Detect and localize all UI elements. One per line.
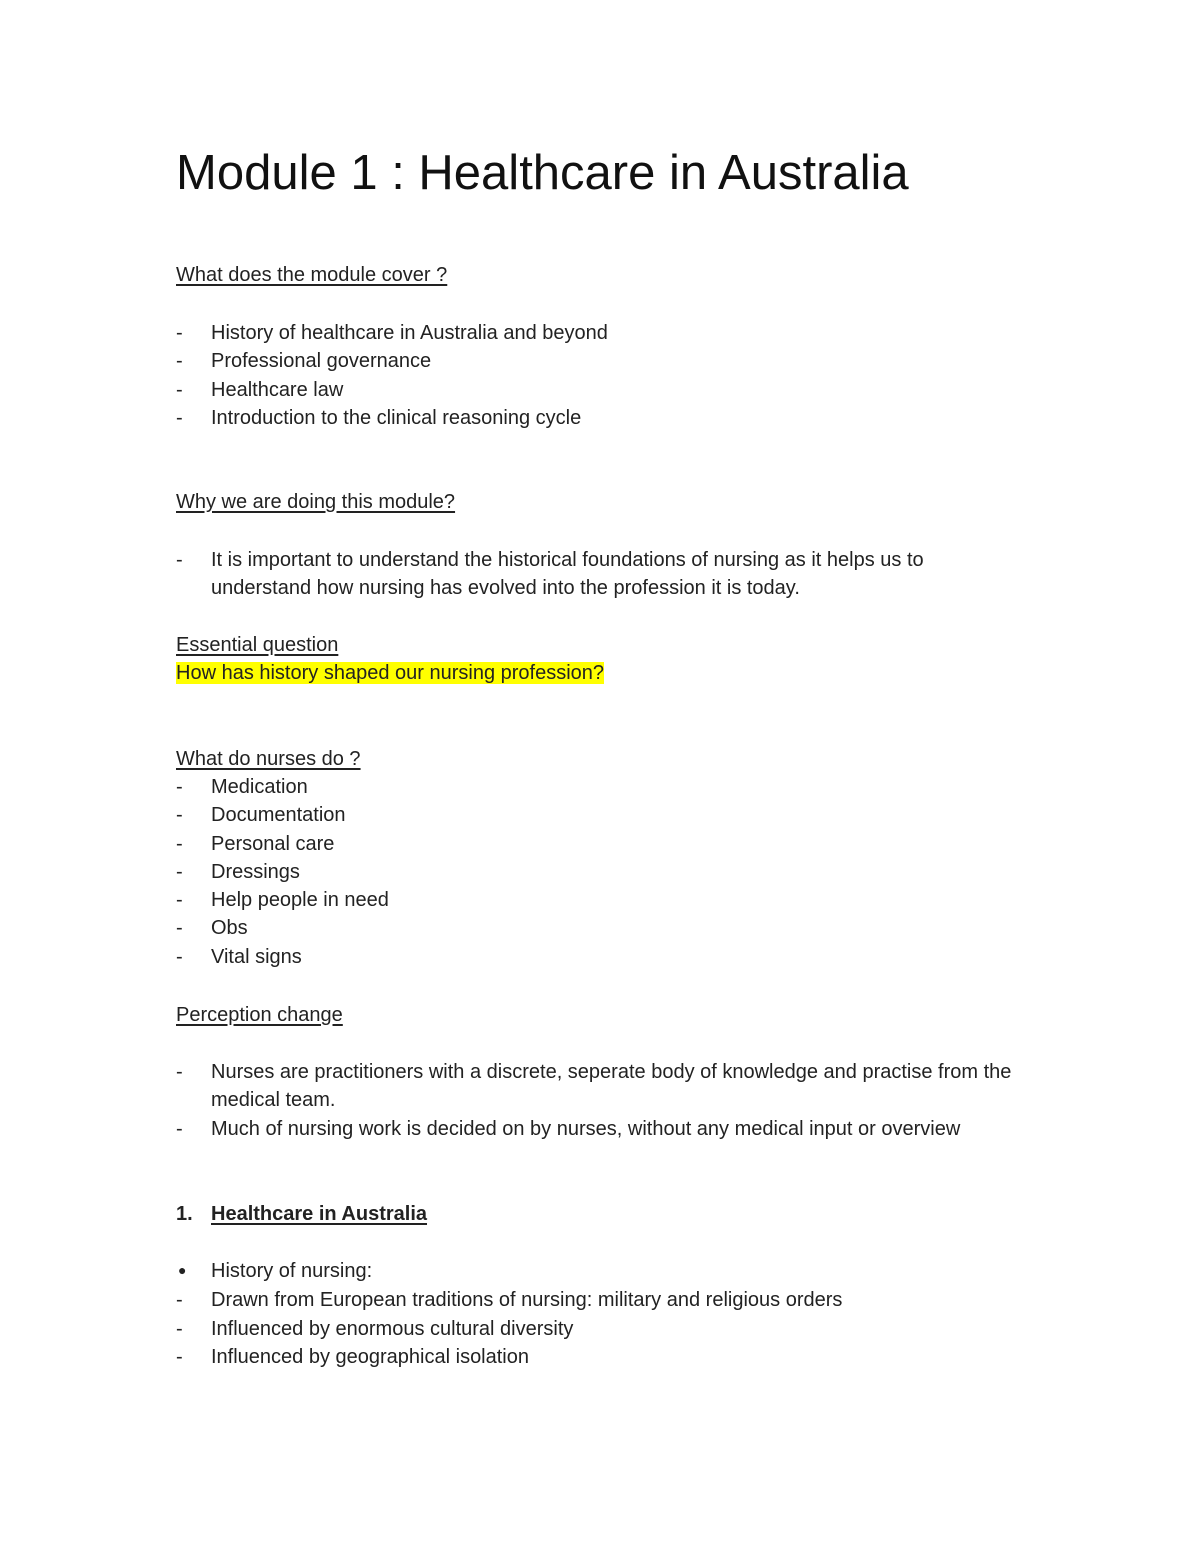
perception-list — [176, 1058, 1056, 1143]
bullet-icon: ● — [178, 1262, 187, 1278]
list-item: - Influenced by geographical isolation — [176, 1343, 1056, 1371]
why-list — [176, 546, 1056, 603]
heading-text: Healthcare in Australia — [211, 1203, 428, 1225]
list-item: ● History of nursing: — [176, 1257, 1056, 1286]
section-heading-what-nurses-do: What do nurses do ? — [176, 748, 361, 770]
list-item: - Nurses are practitioners with a discrete, seperate body of knowledge and practise from the medical team. — [176, 1058, 1056, 1115]
dash-marker: - — [176, 889, 183, 912]
list-item: - Help people in need — [176, 886, 1056, 914]
list-item: - Healthcare law — [176, 376, 1056, 404]
list-item: - Influenced by enormous cultural diversity — [176, 1315, 1056, 1343]
dash-marker: - — [176, 917, 183, 940]
page-title: Module 1 : Healthcare in Australia — [176, 146, 909, 200]
dash-marker: - — [176, 860, 183, 883]
dash-marker: - — [176, 322, 183, 344]
dash-marker: - — [176, 832, 183, 855]
dash-marker: - — [176, 406, 183, 429]
list-item: - Drawn from European traditions of nursing: military and religious orders — [176, 1286, 1056, 1314]
nurses-do-list — [176, 773, 1056, 971]
dash-marker: - — [176, 1345, 183, 1368]
list-item: - Personal care — [176, 830, 1056, 858]
dash-marker: - — [176, 549, 183, 571]
essential-question-highlight — [176, 659, 604, 687]
dash-marker: - — [176, 1317, 183, 1340]
healthcare-list — [176, 1257, 1056, 1371]
dash-marker: - — [176, 945, 183, 968]
list-item: - Introduction to the clinical reasoning cycle — [176, 404, 1056, 432]
dash-marker: - — [176, 1117, 183, 1140]
dash-marker: - — [176, 1061, 183, 1083]
heading-number: 1. — [176, 1203, 193, 1225]
highlighted-question: How has history shaped our nursing profession? — [176, 662, 605, 684]
dash-marker: - — [176, 776, 183, 798]
section-heading-essential-question: Essential question — [176, 634, 339, 656]
dash-marker: - — [176, 350, 183, 373]
list-item: - Obs — [176, 914, 1056, 942]
numbered-heading-healthcare — [176, 1200, 427, 1228]
dash-marker: - — [176, 378, 183, 401]
list-item: - It is important to understand the historical foundations of nursing as it helps us to understand how nursing has evolved into the profession it is today. — [176, 546, 1056, 603]
list-item: - Much of nursing work is decided on by nurses, without any medical input or overview — [176, 1115, 1056, 1143]
list-item: - History of healthcare in Australia and beyond — [176, 319, 1056, 347]
list-item: - Vital signs — [176, 943, 1056, 971]
list-item: - Medication — [176, 773, 1056, 801]
section-heading-perception-change: Perception change — [176, 1004, 343, 1026]
dash-marker: - — [176, 1289, 183, 1312]
module-cover-list — [176, 319, 1056, 432]
section-heading-why: Why we are doing this module? — [176, 491, 456, 513]
list-item: - Dressings — [176, 858, 1056, 886]
list-item: - Documentation — [176, 801, 1056, 829]
dash-marker: - — [176, 804, 183, 827]
section-heading-module-cover: What does the module cover ? — [176, 264, 448, 286]
list-item: - Professional governance — [176, 347, 1056, 375]
